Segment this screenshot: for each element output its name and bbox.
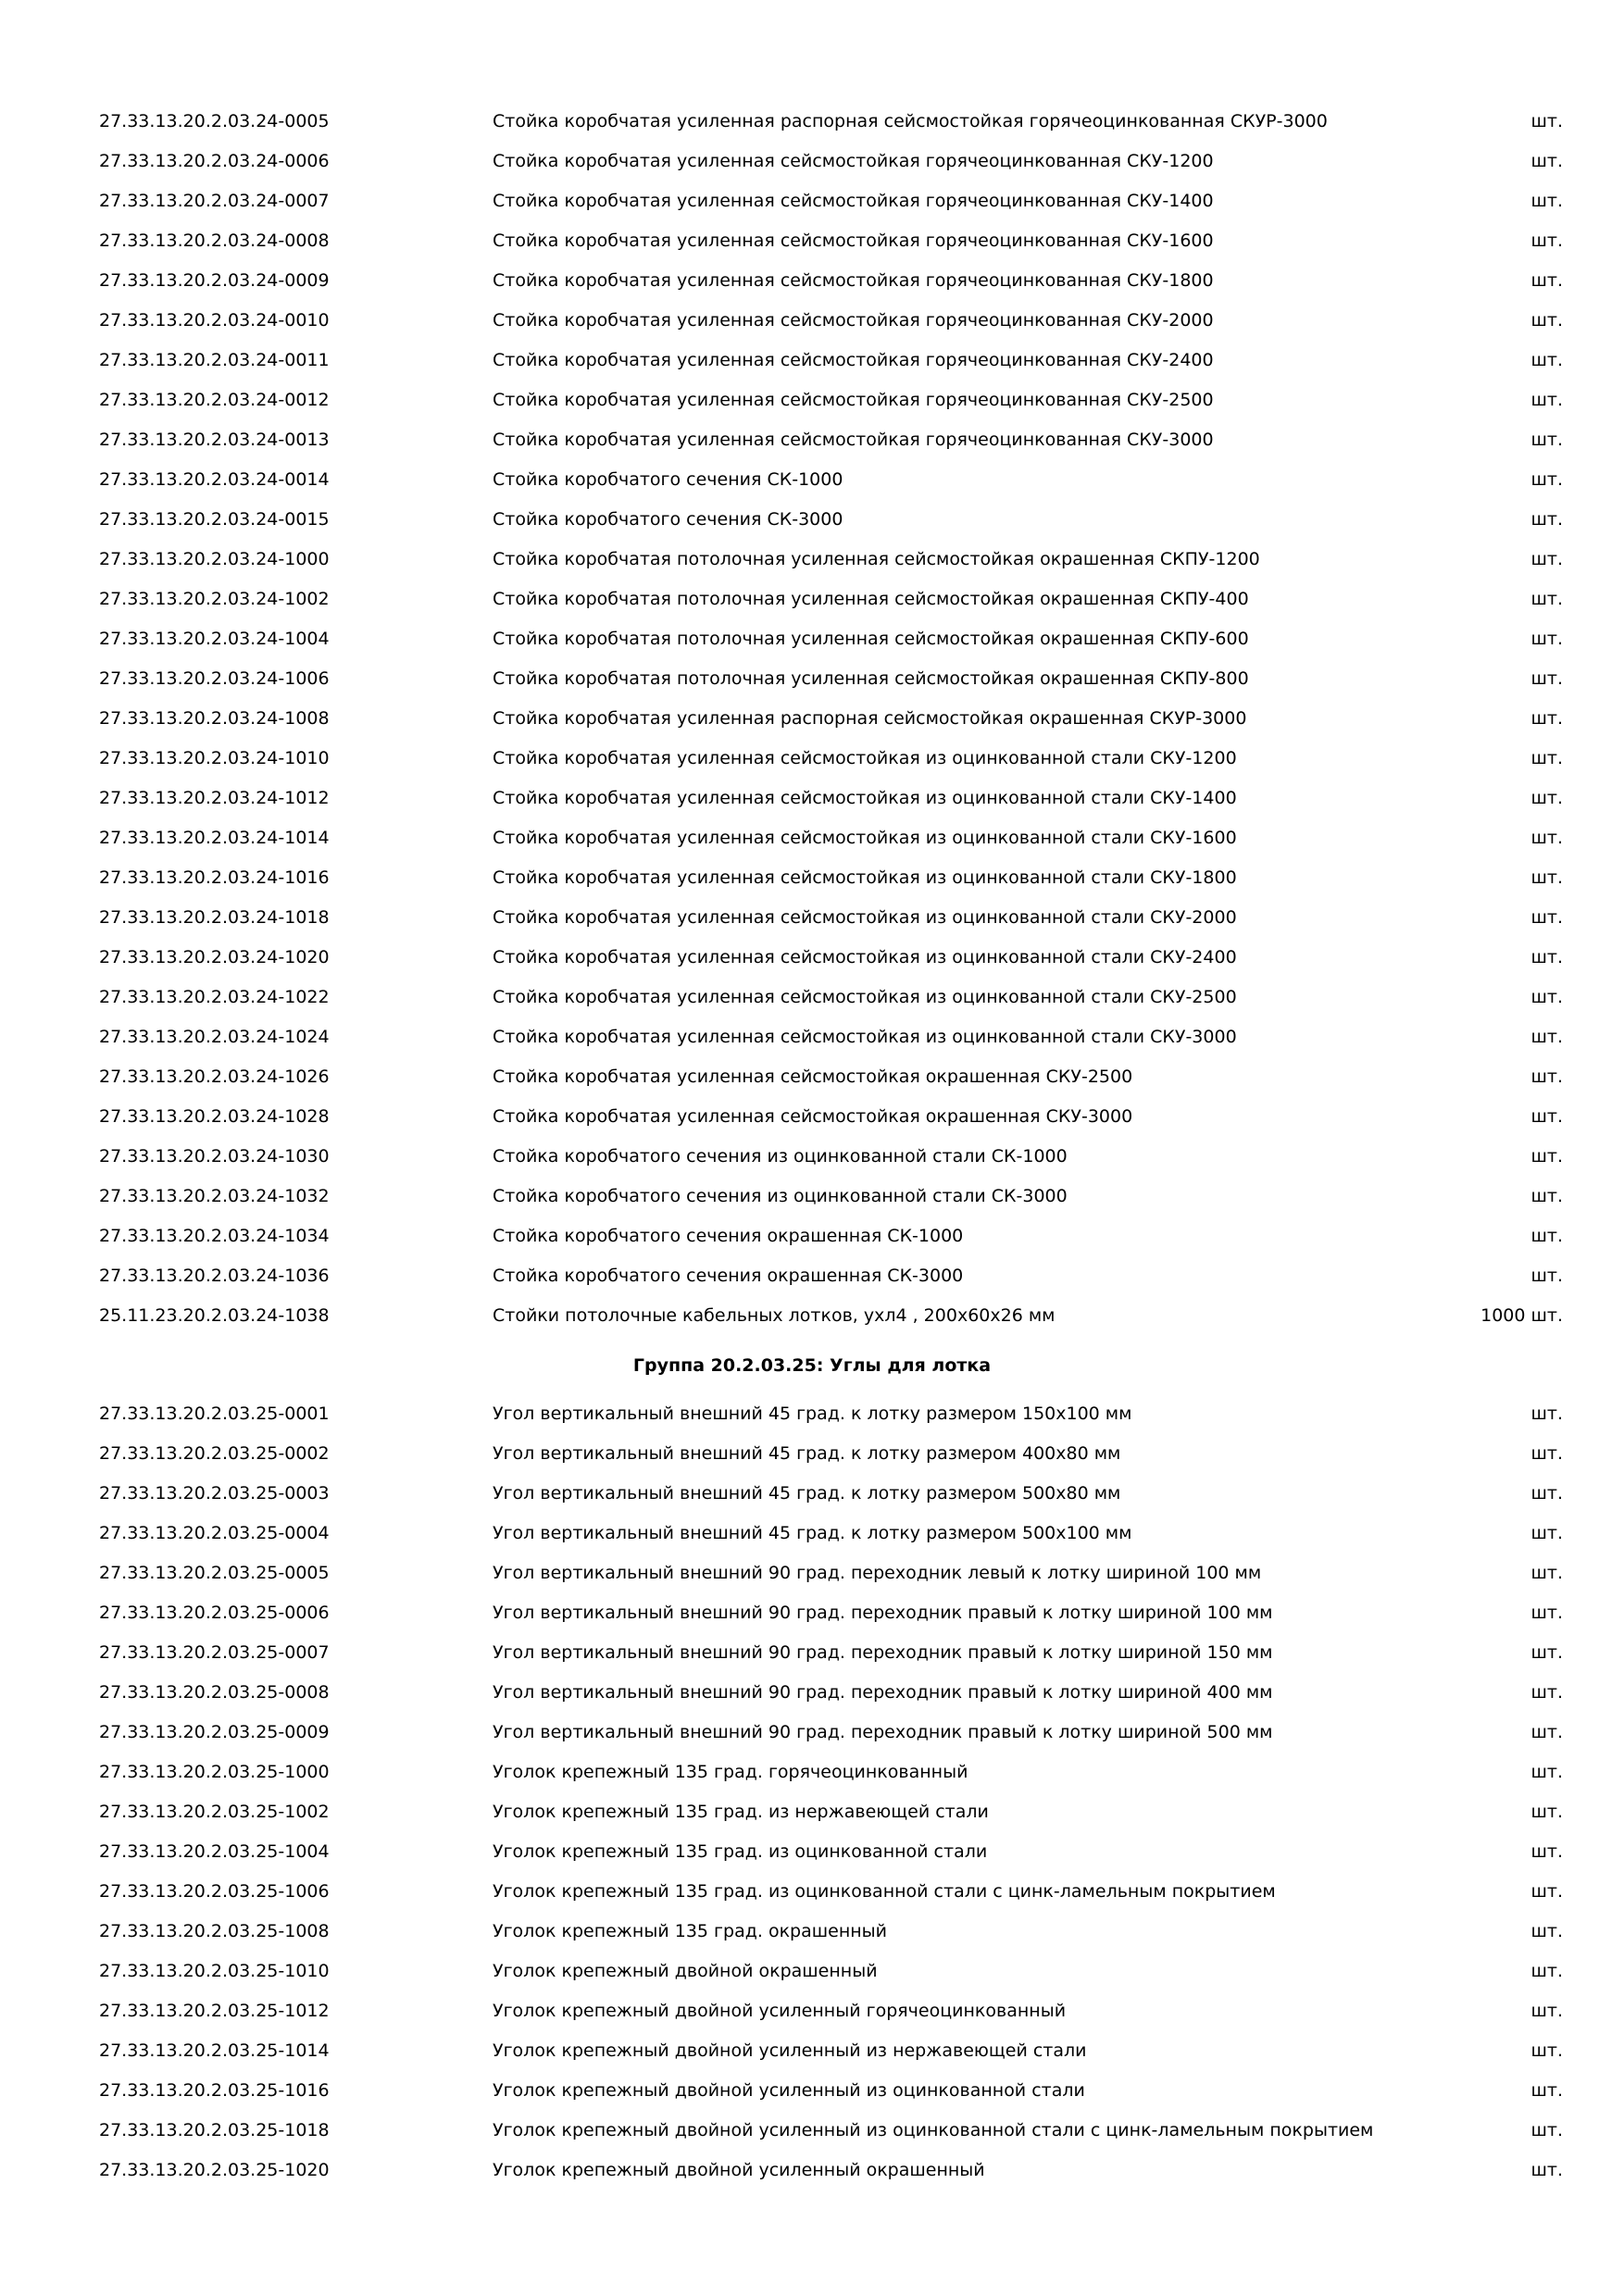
item-code: 27.33.13.20.2.03.24-1004 (99, 629, 330, 649)
item-code: 27.33.13.20.2.03.25-1020 (99, 2160, 330, 2180)
table-row (0, 261, 1624, 301)
item-unit: шт. (1530, 1841, 1563, 1862)
item-code: 27.33.13.20.2.03.24-1036 (99, 1266, 330, 1286)
table-row (0, 540, 1624, 580)
table-row (0, 739, 1624, 779)
item-name: Стойка коробчатого сечения из оцинкованной стали СК-1000 (493, 1146, 1068, 1167)
table-row (0, 1673, 1624, 1713)
table-row (0, 1952, 1624, 1991)
item-name: Угол вертикальный внешний 90 град. переходник правый к лотку шириной 500 мм (493, 1722, 1273, 1742)
table-row (0, 2031, 1624, 2071)
item-unit: шт. (1530, 788, 1563, 808)
table-row (0, 1474, 1624, 1514)
item-name: Стойка коробчатая усиленная распорная сейсмостойкая окрашенная СКУР-3000 (493, 708, 1247, 729)
item-code: 27.33.13.20.2.03.24-1018 (99, 907, 330, 928)
item-unit: шт. (1530, 1027, 1563, 1047)
item-code: 27.33.13.20.2.03.24-0011 (99, 350, 330, 370)
item-unit: шт. (1530, 1802, 1563, 1822)
table-row (0, 1832, 1624, 1872)
table-row (0, 460, 1624, 500)
item-name: Стойка коробчатая потолочная усиленная сейсмостойкая окрашенная СКПУ-800 (493, 668, 1249, 689)
item-unit: шт. (1530, 1961, 1563, 1981)
item-name: Угол вертикальный внешний 90 град. переходник правый к лотку шириной 150 мм (493, 1642, 1273, 1663)
item-name: Угол вертикальный внешний 45 град. к лотку размером 500х80 мм (493, 1483, 1121, 1504)
item-code: 27.33.13.20.2.03.24-1022 (99, 987, 330, 1007)
table-row (0, 779, 1624, 818)
item-code: 27.33.13.20.2.03.24-0014 (99, 469, 330, 490)
item-code: 27.33.13.20.2.03.24-1016 (99, 867, 330, 888)
item-code: 27.33.13.20.2.03.24-1024 (99, 1027, 330, 1047)
item-unit: шт. (1530, 1266, 1563, 1286)
item-unit: шт. (1530, 1881, 1563, 1902)
item-code: 27.33.13.20.2.03.24-1026 (99, 1067, 330, 1087)
table-row (0, 1872, 1624, 1912)
table-row (0, 659, 1624, 699)
item-unit: шт. (1530, 1186, 1563, 1206)
item-name: Стойка коробчатого сечения из оцинкованной стали СК-3000 (493, 1186, 1068, 1206)
item-name: Угол вертикальный внешний 45 град. к лотку размером 150х100 мм (493, 1404, 1132, 1424)
item-unit: шт. (1530, 1483, 1563, 1504)
item-name: Стойка коробчатая усиленная сейсмостойкая окрашенная СКУ-2500 (493, 1067, 1133, 1087)
item-code: 27.33.13.20.2.03.25-1018 (99, 2120, 330, 2140)
item-name: Уголок крепежный 135 град. из оцинкованной стали с цинк-ламельным покрытием (493, 1881, 1276, 1902)
item-name: Уголок крепежный 135 град. из нержавеющей стали (493, 1802, 989, 1822)
table-row (0, 1593, 1624, 1633)
item-code: 27.33.13.20.2.03.24-1010 (99, 748, 330, 768)
table-row (0, 1394, 1624, 1434)
item-unit: шт. (1530, 1443, 1563, 1464)
item-unit: шт. (1530, 191, 1563, 211)
item-unit: шт. (1530, 2001, 1563, 2021)
table-row (0, 500, 1624, 540)
item-code: 27.33.13.20.2.03.24-0009 (99, 270, 330, 291)
item-unit: шт. (1530, 1682, 1563, 1703)
item-name: Стойка коробчатая усиленная сейсмостойкая из оцинкованной стали СКУ-1400 (493, 788, 1237, 808)
item-code: 27.33.13.20.2.03.25-1010 (99, 1961, 330, 1981)
table-row (0, 2151, 1624, 2190)
table-row (0, 1554, 1624, 1593)
item-code: 27.33.13.20.2.03.25-1000 (99, 1762, 330, 1782)
item-unit: шт. (1530, 867, 1563, 888)
table-row (0, 1713, 1624, 1753)
table-row (0, 818, 1624, 858)
item-name: Угол вертикальный внешний 90 град. переходник правый к лотку шириной 100 мм (493, 1603, 1273, 1623)
item-unit: шт. (1530, 549, 1563, 569)
item-unit: шт. (1530, 1404, 1563, 1424)
table-row (0, 1057, 1624, 1097)
item-unit: шт. (1530, 668, 1563, 689)
table-row (0, 978, 1624, 1017)
item-unit: шт. (1530, 151, 1563, 171)
item-unit: шт. (1530, 748, 1563, 768)
item-name: Уголок крепежный двойной усиленный окрашенный (493, 2160, 985, 2180)
item-unit: шт. (1530, 1762, 1563, 1782)
item-unit: шт. (1530, 111, 1563, 131)
table-row (0, 1296, 1624, 1336)
item-name: Угол вертикальный внешний 45 град. к лотку размером 500х100 мм (493, 1523, 1132, 1543)
table-row (0, 1217, 1624, 1256)
item-code: 27.33.13.20.2.03.24-0012 (99, 390, 330, 410)
item-code: 27.33.13.20.2.03.25-0004 (99, 1523, 330, 1543)
table-row (0, 1753, 1624, 1792)
section-24-table (0, 102, 1624, 1336)
item-unit: шт. (1530, 907, 1563, 928)
item-name: Уголок крепежный двойной усиленный из оцинкованной стали с цинк-ламельным покрытием (493, 2120, 1374, 2140)
table-row (0, 898, 1624, 938)
item-unit: шт. (1530, 1067, 1563, 1087)
table-row (0, 1097, 1624, 1137)
item-unit: шт. (1530, 629, 1563, 649)
table-row (0, 699, 1624, 739)
item-name: Стойка коробчатая усиленная сейсмостойкая горячеоцинкованная СКУ-1400 (493, 191, 1214, 211)
item-unit: шт. (1530, 708, 1563, 729)
item-unit: шт. (1530, 2120, 1563, 2140)
item-name: Угол вертикальный внешний 90 град. переходник левый к лотку шириной 100 мм (493, 1563, 1262, 1583)
item-code: 27.33.13.20.2.03.24-1030 (99, 1146, 330, 1167)
item-name: Стойка коробчатая потолочная усиленная сейсмостойкая окрашенная СКПУ-600 (493, 629, 1249, 649)
item-code: 27.33.13.20.2.03.24-1006 (99, 668, 330, 689)
table-row (0, 1256, 1624, 1296)
item-name: Стойка коробчатого сечения СК-3000 (493, 509, 843, 530)
table-row (0, 301, 1624, 341)
table-row (0, 1991, 1624, 2031)
table-row (0, 1177, 1624, 1217)
item-unit: шт. (1530, 589, 1563, 609)
item-unit: шт. (1530, 1106, 1563, 1127)
item-name: Уголок крепежный двойной усиленный из нержавеющей стали (493, 2040, 1087, 2061)
item-code: 27.33.13.20.2.03.24-0015 (99, 509, 330, 530)
item-name: Стойка коробчатого сечения окрашенная СК-3000 (493, 1266, 964, 1286)
table-row (0, 619, 1624, 659)
item-name: Стойки потолочные кабельных лотков, ухл4 , 200х60х26 мм (493, 1305, 1056, 1326)
item-code: 27.33.13.20.2.03.25-0007 (99, 1642, 330, 1663)
table-row (0, 938, 1624, 978)
table-row (0, 142, 1624, 181)
item-name: Стойка коробчатая усиленная сейсмостойкая окрашенная СКУ-3000 (493, 1106, 1133, 1127)
item-unit: шт. (1530, 2080, 1563, 2101)
item-name: Стойка коробчатого сечения окрашенная СК-1000 (493, 1226, 964, 1246)
table-row (0, 1514, 1624, 1554)
item-name: Стойка коробчатая усиленная сейсмостойкая горячеоцинкованная СКУ-2400 (493, 350, 1214, 370)
item-code: 27.33.13.20.2.03.25-1012 (99, 2001, 330, 2021)
table-row (0, 221, 1624, 261)
item-unit: шт. (1530, 1146, 1563, 1167)
item-unit: шт. (1530, 350, 1563, 370)
table-row (0, 181, 1624, 221)
table-row (0, 1792, 1624, 1832)
item-code: 27.33.13.20.2.03.24-1020 (99, 947, 330, 967)
item-name: Стойка коробчатого сечения СК-1000 (493, 469, 843, 490)
item-name: Стойка коробчатая усиленная сейсмостойкая из оцинкованной стали СКУ-2000 (493, 907, 1237, 928)
item-name: Уголок крепежный 135 град. горячеоцинкованный (493, 1762, 968, 1782)
item-name: Стойка коробчатая усиленная сейсмостойкая горячеоцинкованная СКУ-2000 (493, 310, 1214, 331)
item-unit: шт. (1530, 390, 1563, 410)
item-unit: шт. (1530, 1642, 1563, 1663)
item-code: 25.11.23.20.2.03.24-1038 (99, 1305, 330, 1326)
item-unit: шт. (1530, 430, 1563, 450)
item-unit: шт. (1530, 509, 1563, 530)
item-code: 27.33.13.20.2.03.24-0010 (99, 310, 330, 331)
item-code: 27.33.13.20.2.03.25-0003 (99, 1483, 330, 1504)
item-code: 27.33.13.20.2.03.25-1014 (99, 2040, 330, 2061)
item-code: 27.33.13.20.2.03.25-1004 (99, 1841, 330, 1862)
item-name: Уголок крепежный двойной окрашенный (493, 1961, 878, 1981)
item-name: Угол вертикальный внешний 45 град. к лотку размером 400х80 мм (493, 1443, 1121, 1464)
item-unit: шт. (1530, 1921, 1563, 1941)
table-row (0, 1912, 1624, 1952)
item-name: Уголок крепежный 135 град. окрашенный (493, 1921, 888, 1941)
table-row (0, 858, 1624, 898)
item-unit: шт. (1530, 1563, 1563, 1583)
item-name: Стойка коробчатая усиленная сейсмостойкая из оцинкованной стали СКУ-1800 (493, 867, 1237, 888)
item-code: 27.33.13.20.2.03.25-1016 (99, 2080, 330, 2101)
item-code: 27.33.13.20.2.03.25-0006 (99, 1603, 330, 1623)
item-name: Стойка коробчатая усиленная сейсмостойкая горячеоцинкованная СКУ-1200 (493, 151, 1214, 171)
group-heading: Группа 20.2.03.25: Углы для лотка (632, 1355, 992, 1376)
item-code: 27.33.13.20.2.03.24-1034 (99, 1226, 330, 1246)
item-unit: шт. (1530, 1603, 1563, 1623)
item-unit: шт. (1530, 1523, 1563, 1543)
item-code: 27.33.13.20.2.03.24-1014 (99, 828, 330, 848)
item-unit: шт. (1530, 828, 1563, 848)
table-row (0, 420, 1624, 460)
item-name: Стойка коробчатая усиленная сейсмостойкая горячеоцинкованная СКУ-1800 (493, 270, 1214, 291)
item-code: 27.33.13.20.2.03.24-0013 (99, 430, 330, 450)
item-unit: шт. (1530, 270, 1563, 291)
item-name: Угол вертикальный внешний 90 град. переходник правый к лотку шириной 400 мм (493, 1682, 1273, 1703)
item-code: 27.33.13.20.2.03.25-1002 (99, 1802, 330, 1822)
item-code: 27.33.13.20.2.03.24-1028 (99, 1106, 330, 1127)
item-unit: шт. (1530, 947, 1563, 967)
item-name: Уголок крепежный двойной усиленный горячеоцинкованный (493, 2001, 1067, 2021)
table-row (0, 1633, 1624, 1673)
table-row (0, 2071, 1624, 2111)
item-unit: шт. (1530, 469, 1563, 490)
item-code: 27.33.13.20.2.03.24-0008 (99, 231, 330, 251)
item-name: Стойка коробчатая усиленная сейсмостойкая из оцинкованной стали СКУ-2500 (493, 987, 1237, 1007)
item-code: 27.33.13.20.2.03.24-0007 (99, 191, 330, 211)
item-name: Стойка коробчатая усиленная сейсмостойкая горячеоцинкованная СКУ-2500 (493, 390, 1214, 410)
item-code: 27.33.13.20.2.03.24-0006 (99, 151, 330, 171)
item-code: 27.33.13.20.2.03.25-0001 (99, 1404, 330, 1424)
item-unit: шт. (1530, 1226, 1563, 1246)
item-name: Стойка коробчатая усиленная сейсмостойкая горячеоцинкованная СКУ-1600 (493, 231, 1214, 251)
item-unit: 1000 шт. (1480, 1305, 1563, 1326)
item-code: 27.33.13.20.2.03.25-1006 (99, 1881, 330, 1902)
table-row (0, 1137, 1624, 1177)
table-row (0, 2111, 1624, 2151)
item-name: Стойка коробчатая усиленная сейсмостойкая из оцинкованной стали СКУ-3000 (493, 1027, 1237, 1047)
item-code: 27.33.13.20.2.03.24-1012 (99, 788, 330, 808)
item-unit: шт. (1530, 231, 1563, 251)
table-row (0, 1017, 1624, 1057)
item-unit: шт. (1530, 987, 1563, 1007)
item-name: Стойка коробчатая усиленная распорная сейсмостойкая горячеоцинкованная СКУР-3000 (493, 111, 1328, 131)
item-name: Стойка коробчатая потолочная усиленная сейсмостойкая окрашенная СКПУ-400 (493, 589, 1249, 609)
item-name: Стойка коробчатая усиленная сейсмостойкая из оцинкованной стали СКУ-1200 (493, 748, 1237, 768)
item-code: 27.33.13.20.2.03.25-0008 (99, 1682, 330, 1703)
table-row (0, 580, 1624, 619)
item-code: 27.33.13.20.2.03.24-0005 (99, 111, 330, 131)
item-code: 27.33.13.20.2.03.25-1008 (99, 1921, 330, 1941)
item-code: 27.33.13.20.2.03.25-0002 (99, 1443, 330, 1464)
item-name: Стойка коробчатая потолочная усиленная сейсмостойкая окрашенная СКПУ-1200 (493, 549, 1260, 569)
item-code: 27.33.13.20.2.03.24-1000 (99, 549, 330, 569)
item-unit: шт. (1530, 1722, 1563, 1742)
item-code: 27.33.13.20.2.03.24-1008 (99, 708, 330, 729)
item-code: 27.33.13.20.2.03.25-0009 (99, 1722, 330, 1742)
item-unit: шт. (1530, 310, 1563, 331)
item-unit: шт. (1530, 2160, 1563, 2180)
table-row (0, 1434, 1624, 1474)
table-row (0, 102, 1624, 142)
item-name: Стойка коробчатая усиленная сейсмостойкая из оцинкованной стали СКУ-2400 (493, 947, 1237, 967)
section-25-table (0, 1394, 1624, 2190)
table-row (0, 341, 1624, 381)
item-name: Стойка коробчатая усиленная сейсмостойкая из оцинкованной стали СКУ-1600 (493, 828, 1237, 848)
item-code: 27.33.13.20.2.03.25-0005 (99, 1563, 330, 1583)
item-name: Уголок крепежный 135 град. из оцинкованной стали (493, 1841, 988, 1862)
item-name: Уголок крепежный двойной усиленный из оцинкованной стали (493, 2080, 1085, 2101)
item-code: 27.33.13.20.2.03.24-1032 (99, 1186, 330, 1206)
item-code: 27.33.13.20.2.03.24-1002 (99, 589, 330, 609)
item-name: Стойка коробчатая усиленная сейсмостойкая горячеоцинкованная СКУ-3000 (493, 430, 1214, 450)
table-row (0, 381, 1624, 420)
item-unit: шт. (1530, 2040, 1563, 2061)
